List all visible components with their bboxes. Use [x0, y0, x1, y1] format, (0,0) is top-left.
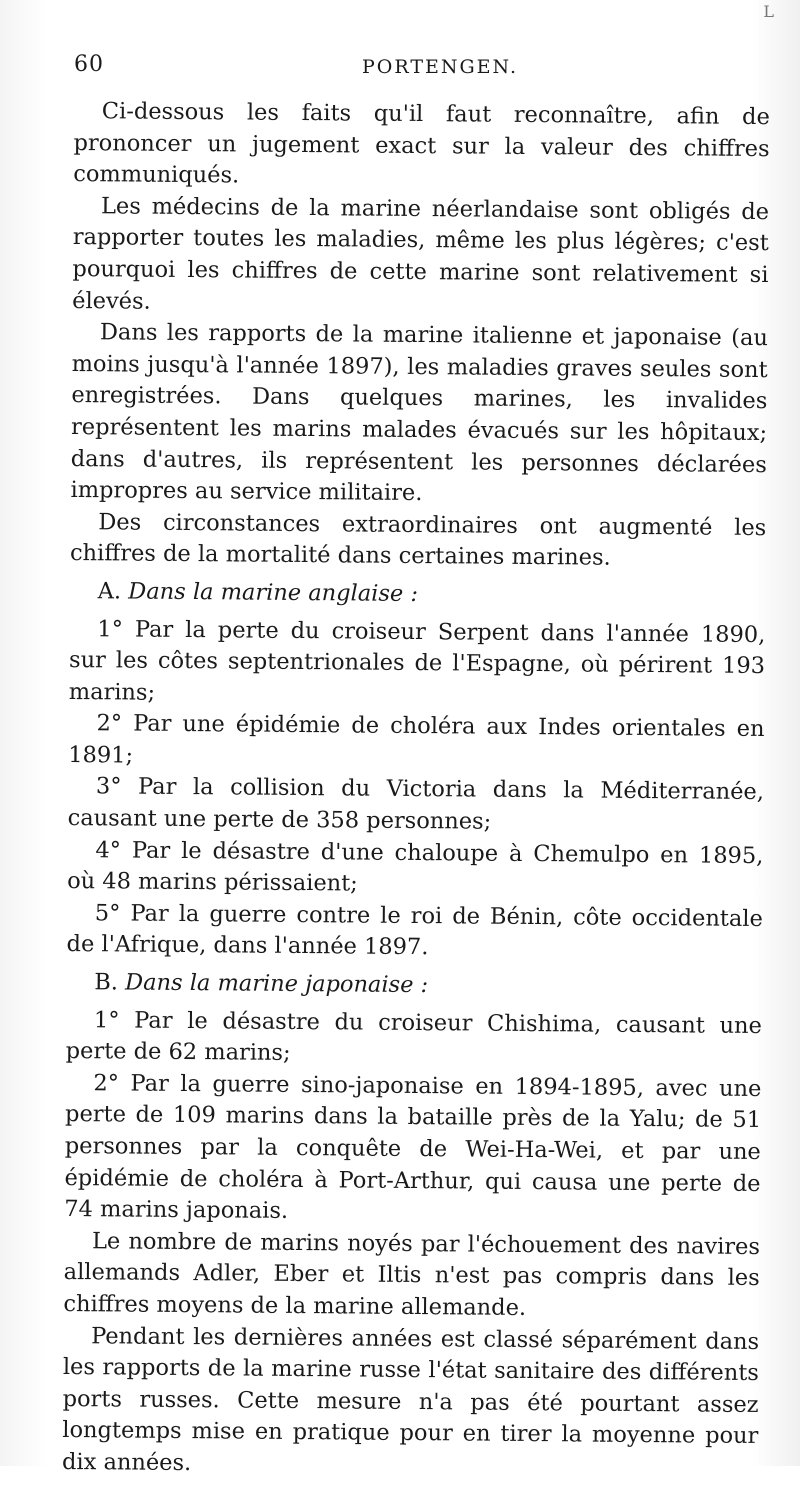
paragraph: Ci-dessous les faits qu'il faut reconnaître, afin de prononcer un jugement exact sur la valeur des chiffres communiqués. — [73, 98, 770, 189]
page-header — [74, 52, 760, 86]
list-item: 5° Par la guerre contre le roi de Bénin, côte occidentale de l'Afrique, dans l'année 1897. — [66, 900, 763, 961]
list-item: 1° Par le désastre du croiseur Chishima, causant une perte de 62 marins; — [65, 1006, 763, 1067]
paragraph: Le nombre de marins noyés par l'échouement des navires allemands Adler, Eber et Iltis n'est pas compris dans les chiffres moyens de la marine allemande. — [63, 1227, 761, 1321]
corner-mark: L — [763, 2, 774, 21]
section-title: Dans la marine anglaise : — [128, 578, 419, 607]
section-title: Dans la marine japonaise : — [124, 969, 429, 999]
list-item: 2° Par la guerre sino-japonaise en 1894-1895, avec une perte de 109 marins dans la bataille près de la Yalu; de 51 personnes par la conquête de Wei-Ha-Wei, et par une épidémie de choléra à Port-Arthur, qui causa une perte de 74 marins japonais. — [64, 1070, 762, 1225]
section-heading-a — [70, 576, 766, 614]
running-head: PORTENGEN. — [362, 56, 518, 78]
section-letter: B. — [94, 969, 119, 996]
list-item: 1° Par la perte du croiseur Serpent dans l'année 1890, sur les côtes septentrionales de l'Espagne, où périrent 193 marins; — [68, 615, 766, 706]
section-heading-b — [66, 967, 762, 1005]
body-text — [62, 96, 770, 1485]
list-item: 3° Par la collision du Victoria dans la Méditerranée, causant une perte de 358 personnes; — [67, 773, 765, 835]
list-item: 2° Par une épidémie de choléra aux Indes orientales en 1891; — [68, 710, 765, 769]
list-item: 4° Par le désastre d'une chaloupe à Chemulpo en 1895, où 48 marins périssaient; — [67, 836, 764, 897]
paragraph: Les médecins de la marine néerlandaise sont obligés de rapporter toutes les maladies, même les plus légères; c'est pourquoi les chiffres de cette marine sont relativement si élevés. — [72, 193, 770, 315]
paragraph: Des circonstances extraordinaires ont augmenté les chiffres de la mortalité dans certaines marines. — [69, 508, 767, 572]
section-letter: A. — [97, 578, 122, 605]
page-number: 60 — [74, 52, 104, 77]
paragraph: Dans les rapports de la marine italienne et japonaise (au moins jusqu'à l'année 1897), les maladies graves seules sont enregistrées. Dans quelques marines, les invalides représentent les marins malades évacués sur les hôpitaux; dans d'autres, ils représentent les personnes déclarées impropres au service militaire. — [70, 319, 769, 507]
paragraph: Pendant les dernières années est classé séparément dans les rapports de la marine russe l'état sanitaire des différents ports russes. Cette mesure n'a pas été pourtant assez longtemps mise en pratique pour en tirer la moyenne pour dix années. — [61, 1322, 760, 1477]
